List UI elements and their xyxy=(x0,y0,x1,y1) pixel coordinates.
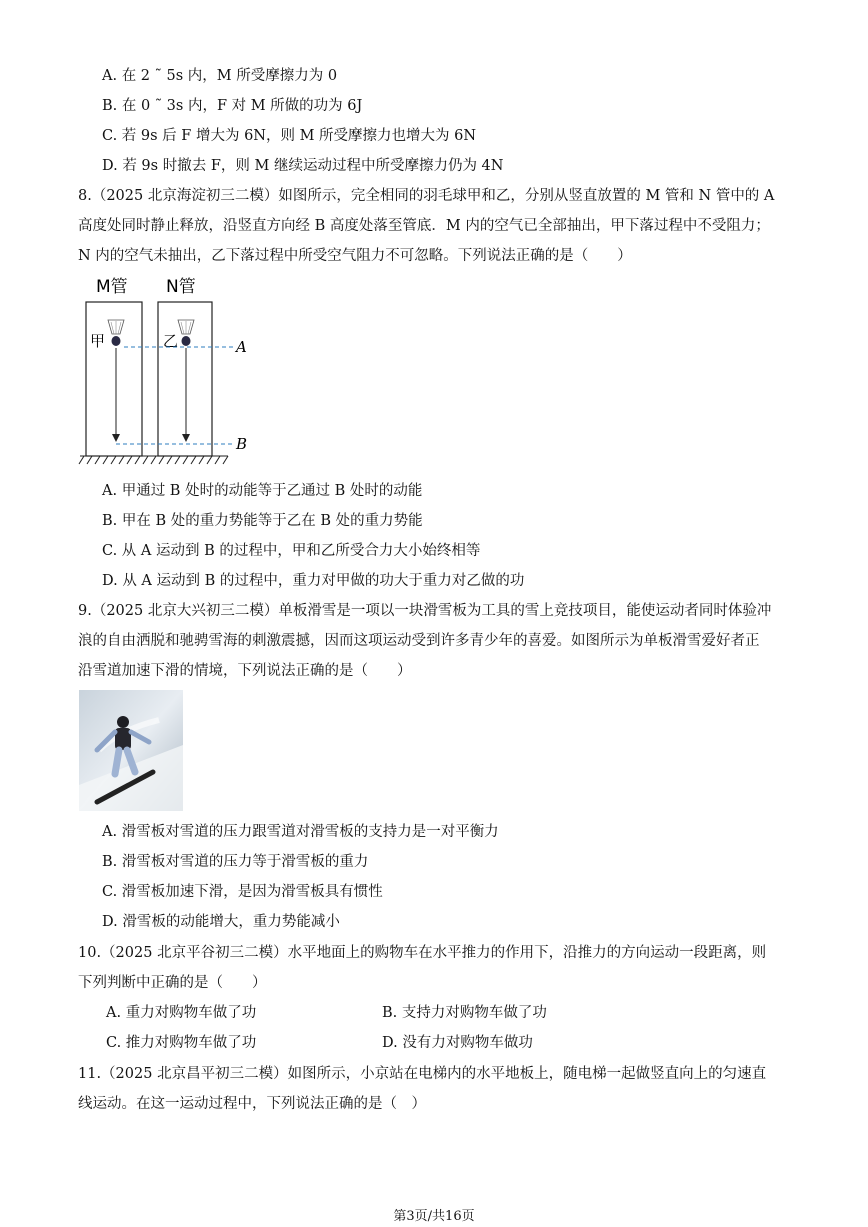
q9-option-a: A. 滑雪板对雪道的压力跟雪道对滑雪板的支持力是一对平衡力 xyxy=(102,824,499,840)
page-footer: 第3页/共16页 xyxy=(393,1209,475,1224)
q7-option-c: C. 若 9s 后 F 增大为 6N，则 M 所受摩擦力也增大为 6N xyxy=(102,128,477,144)
label-jia: 甲 xyxy=(90,332,106,350)
q8-option-d: D. 从 A 运动到 B 的过程中，重力对甲做的功大于重力对乙做的功 xyxy=(102,573,525,589)
level-a-label: A xyxy=(236,338,247,356)
q9-option-d: D. 滑雪板的动能增大，重力势能减小 xyxy=(102,914,340,930)
q8-option-b: B. 甲在 B 处的重力势能等于乙在 B 处的重力势能 xyxy=(102,513,423,529)
m-tube-label: M管 xyxy=(96,277,128,297)
q10-option-b: B. 支持力对购物车做了功 xyxy=(382,1005,547,1021)
q10-stem-line2: 下列判断中正确的是（ ） xyxy=(78,975,267,991)
q8-option-a: A. 甲通过 B 处时的动能等于乙通过 B 处时的动能 xyxy=(102,483,423,499)
q7-option-d: D. 若 9s 时撤去 F，则 M 继续运动过程中所受摩擦力仍为 4N xyxy=(102,158,504,174)
q9-stem-line3: 沿雪道加速下滑的情境，下列说法正确的是（ ） xyxy=(78,663,412,679)
level-b-label: B xyxy=(236,435,248,453)
q7-option-a: A. 在 2 ˜ 5s 内，M 所受摩擦力为 0 xyxy=(102,68,338,84)
q8-stem-line3: N 内的空气未抽出，乙下落过程中所受空气阻力不可忽略。下列说法正确的是（ ） xyxy=(78,248,632,264)
q9-option-b: B. 滑雪板对雪道的压力等于滑雪板的重力 xyxy=(102,854,369,870)
label-yi: 乙 xyxy=(163,332,179,350)
q10-option-c: C. 推力对购物车做了功 xyxy=(106,1035,257,1051)
n-tube-label: N管 xyxy=(166,277,196,297)
q8-stem-line1: 8.（2025 北京海淀初三二模）如图所示，完全相同的羽毛球甲和乙，分别从竖直放置的 M 管和 N 管中的 A xyxy=(78,188,775,204)
ground-hatch xyxy=(79,456,228,464)
shuttlecock-jia-icon xyxy=(108,320,124,346)
q11-stem-line1: 11.（2025 北京昌平初三二模）如图所示，小京站在电梯内的水平地板上，随电梯一起做竖直向上的匀速直 xyxy=(78,1066,767,1082)
q10-option-d: D. 没有力对购物车做功 xyxy=(382,1035,533,1051)
arrow-head-jia xyxy=(112,434,120,442)
q8-tubes-figure xyxy=(76,272,256,472)
q7-option-b: B. 在 0 ˜ 3s 内，F 对 M 所做的功为 6J xyxy=(102,98,363,114)
q10-option-a: A. 重力对购物车做了功 xyxy=(106,1005,257,1021)
q8-stem-line2: 高度处同时静止释放，沿竖直方向经 B 高度处落至管底．M 内的空气已全部抽出，甲下落过程中不受阻力； xyxy=(78,218,770,234)
q8-option-c: C. 从 A 运动到 B 的过程中，甲和乙所受合力大小始终相等 xyxy=(102,543,481,559)
shuttlecock-yi-icon xyxy=(178,320,194,346)
q9-stem-line1: 9.（2025 北京大兴初三二模）单板滑雪是一项以一块滑雪板为工具的雪上竞技项目，能使运动者同时体验冲 xyxy=(78,603,772,619)
snowboarder-photo xyxy=(79,690,183,811)
q10-stem-line1: 10.（2025 北京平谷初三二模）水平地面上的购物车在水平推力的作用下，沿推力的方向运动一段距离，则 xyxy=(78,945,767,961)
q11-stem-line2: 线运动。在这一运动过程中，下列说法正确的是（ ） xyxy=(78,1096,426,1112)
arrow-head-yi xyxy=(182,434,190,442)
q9-stem-line2: 浪的自由洒脱和驰骋雪海的刺激震撼，因而这项运动受到许多青少年的喜爱。如图所示为单板滑雪爱好者正 xyxy=(78,633,760,649)
q9-option-c: C. 滑雪板加速下滑，是因为滑雪板具有惯性 xyxy=(102,884,383,900)
